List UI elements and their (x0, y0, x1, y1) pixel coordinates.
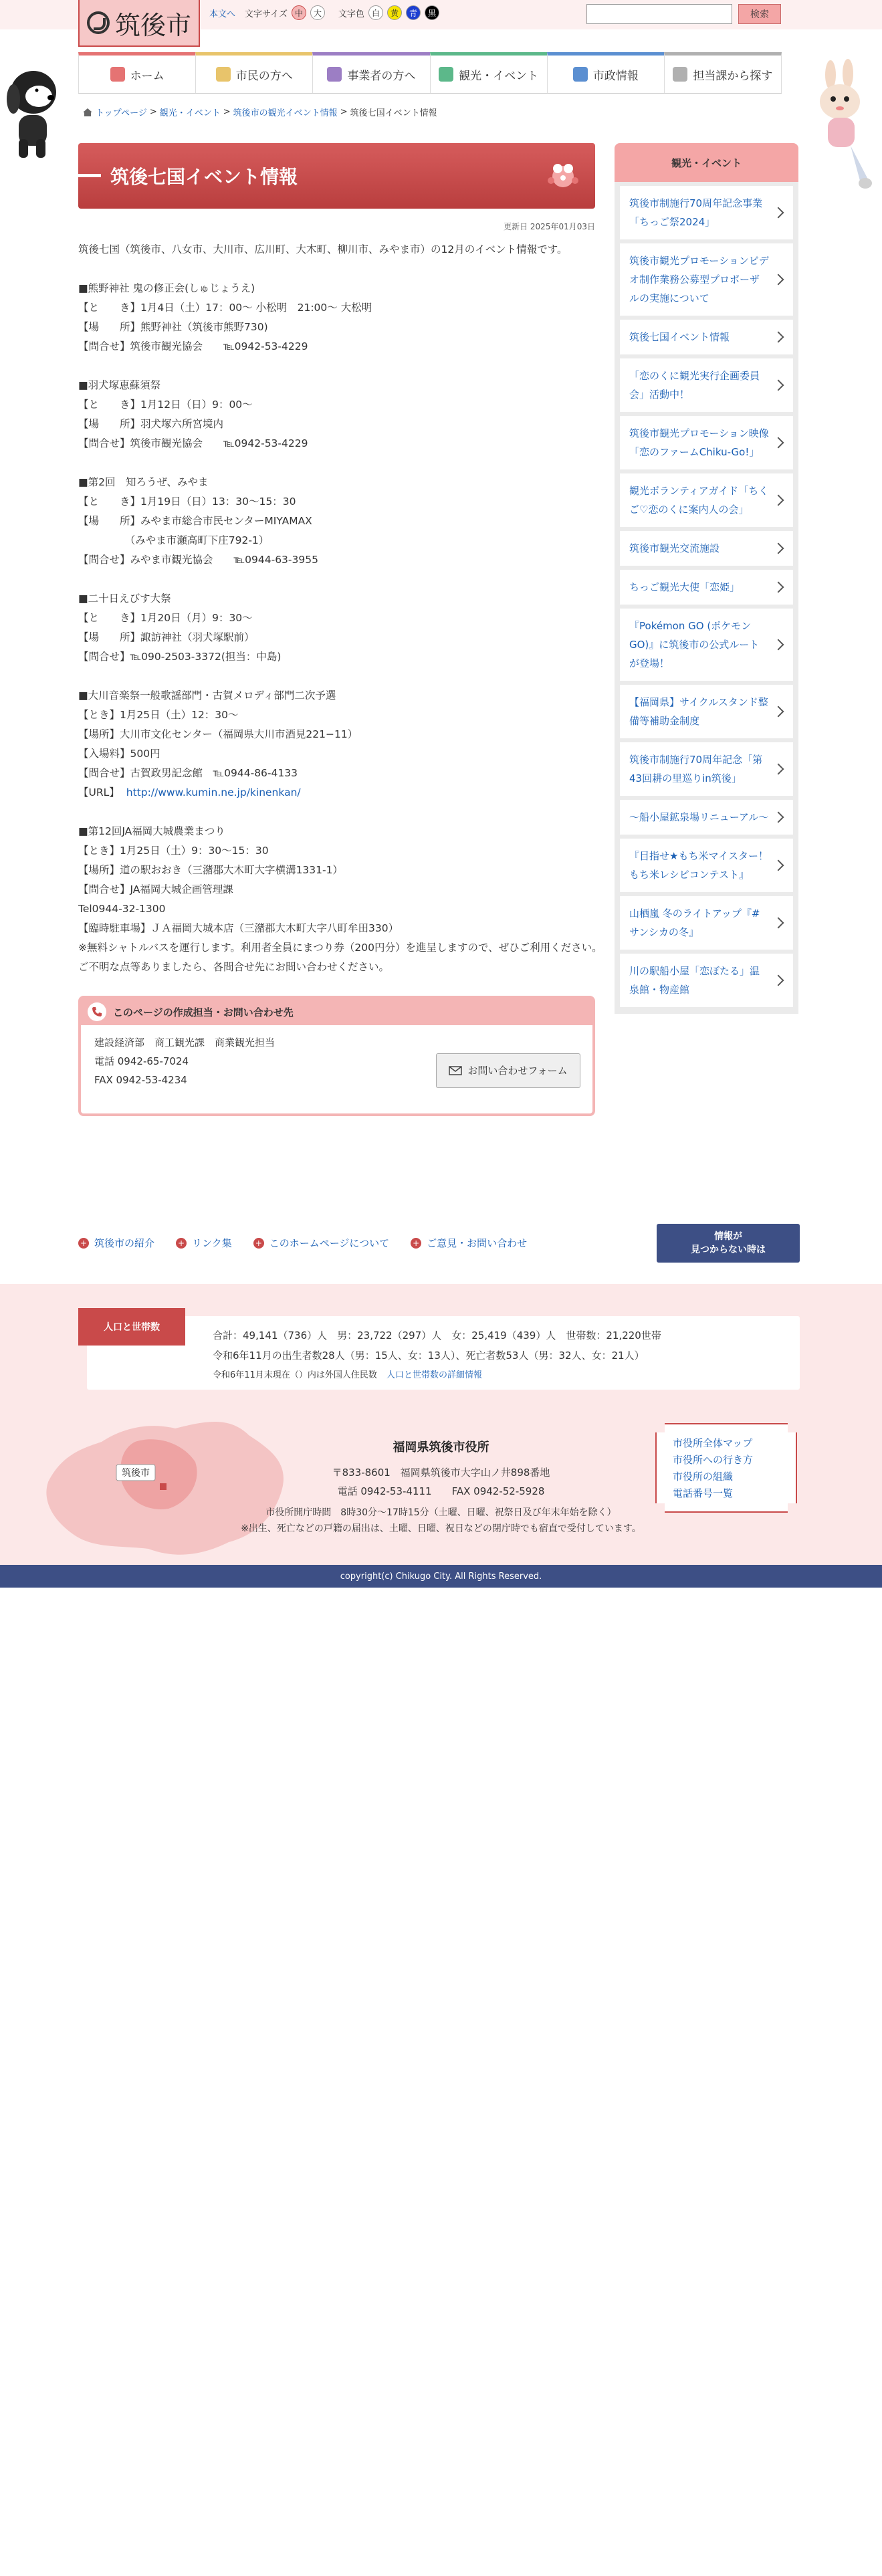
plus-circle-icon: + (176, 1238, 187, 1249)
sidebar (615, 143, 798, 1014)
article-line-text: 【場所】道の駅おおき（三潴郡大木町大字横溝1331-1） (78, 864, 343, 876)
contact-department: 建設経済部 商工観光課 商業観光担当 (94, 1037, 275, 1049)
article-line (78, 802, 595, 822)
article-line (78, 667, 595, 686)
info-not-found-line1: 情報が (714, 1231, 742, 1242)
article-line-text: 【場 所】熊野神社（筑後市熊野730) (78, 321, 268, 333)
nav-icon (439, 67, 453, 82)
article-line (78, 744, 595, 764)
population-births-deaths: 令和6年11月の出生者数28人（男：15人、女：13人）、死亡者数53人（男：32人、女：21人） (213, 1350, 645, 1362)
article-line-text: 【問合せ】℡090-2503-3372(担当：中島) (78, 651, 282, 663)
site-logo[interactable] (78, 0, 200, 47)
nav-item-4[interactable] (547, 52, 664, 93)
breadcrumb-separator: > (149, 107, 157, 117)
external-url-link[interactable]: http://www.kumin.ne.jp/kinenkan/ (126, 786, 301, 798)
article-line-text: ■大川音楽祭一般歌謡部門・古賀メロディ部門二次予選 (78, 689, 336, 702)
nav-item-label: 市民の方へ (235, 69, 293, 83)
phone-icon (88, 1002, 106, 1021)
article-line-text: 【入場料】500円 (78, 748, 160, 760)
contact-form-label: お問い合わせフォーム (467, 1065, 568, 1077)
nav-item-3[interactable] (430, 52, 547, 93)
article-line-text: ■羽犬塚恵蘇須祭 (78, 379, 161, 391)
article-line (78, 453, 595, 473)
article-line-text: 【場所】大川市文化センター（福岡県大川市酒見221−11） (78, 728, 358, 740)
sidebar-item[interactable]: 筑後市観光プロモーション映像「恋のファームChiku-Go!」 (620, 416, 793, 469)
color-yellow-button[interactable]: 黄 (387, 5, 402, 20)
nav-icon (673, 67, 687, 82)
footer-link[interactable] (411, 1236, 527, 1250)
contact-form-button[interactable] (436, 1053, 580, 1088)
breadcrumb-link-tourism[interactable]: 観光・イベント (159, 108, 221, 118)
sidebar-item[interactable]: 『Pokémon GO (ポケモンGO)』に筑後市の公式ルートが登場！ (620, 609, 793, 681)
breadcrumb-link-events[interactable]: 筑後市の観光イベント情報 (233, 108, 338, 118)
color-white-button[interactable]: 白 (368, 5, 383, 20)
sidebar-item[interactable]: 観光ボランティアガイド「ちくご♡恋のくに案内人の会」 (620, 473, 793, 527)
office-hours-note: ※出生、死亡などの戸籍の届出は、土曜、日曜、祝日などの閉庁時でも宿直で受付しています。 (241, 1523, 641, 1534)
article-line (78, 415, 595, 434)
article-line (78, 356, 595, 376)
population-note: 令和6年11月末現在（）内は外国人住民数 (213, 1370, 377, 1380)
article-line (78, 531, 595, 550)
sidebar-item[interactable]: 『目指せ★もち米マイスター！もち米レシピコンテスト』 (620, 839, 793, 892)
article-line (78, 376, 595, 395)
sidebar-list (620, 186, 793, 1007)
nav-item-label: 事業者の方へ (347, 69, 416, 83)
article-line (78, 570, 595, 589)
article-line-text: 【とき】1月25日（土）12：30～ (78, 709, 239, 721)
nav-icon (110, 67, 125, 82)
article-line-text: 筑後七国（筑後市、八女市、大川市、広川町、大木町、柳川市、みやま市）の12月のイベント情報です。 (78, 243, 568, 255)
article-line (78, 240, 595, 259)
office-hours-line: 市役所開庁時間 8時30分～17時15分（土曜、日曜、祝祭日及び年末年始を除く） (265, 1507, 617, 1518)
article-line-text: 【問合せ】JA福岡大城企画管理課 (78, 883, 233, 895)
article-line-text: ■二十日えびす大祭 (78, 593, 171, 605)
nav-icon (216, 67, 231, 82)
contact-details (81, 1025, 592, 1113)
article-line (78, 492, 595, 512)
sidebar-item[interactable]: ちっご観光大使「恋姫」 (620, 570, 793, 605)
article-line-text: ■第12回JA福岡大城農業まつり (78, 825, 225, 837)
footer-nav-organization[interactable]: 市役所の組織 (673, 1471, 734, 1483)
article-line-text: 【URL】 (78, 786, 120, 798)
page-title: 筑後七国イベント情報 (110, 166, 298, 188)
nav-item-5[interactable] (664, 52, 782, 93)
sidebar-item[interactable]: 筑後市観光プロモーションビデオ制作業務公募型プロポーザルの実施について (620, 243, 793, 316)
population-note-line (213, 1366, 800, 1386)
font-size-large-button[interactable]: 大 (310, 5, 325, 20)
article-line (78, 958, 595, 977)
font-size-medium-button[interactable]: 中 (292, 5, 306, 20)
article-line (78, 938, 602, 958)
article-body (78, 240, 602, 977)
sidebar-item[interactable]: 筑後市制施行70周年記念「第43回耕の里巡りin筑後」 (620, 742, 793, 796)
article-line (78, 706, 595, 725)
article-line (78, 395, 595, 415)
plus-circle-icon: + (253, 1238, 264, 1249)
sidebar-item[interactable]: 【福岡県】サイクルスタンド整備等補助金制度 (620, 685, 793, 738)
article-line-text: 【臨時駐車場】ＪＡ福岡大城本店（三潴郡大木町大字八町牟田330） (78, 922, 399, 934)
article-line-text: Tel0944-32-1300 (78, 903, 166, 915)
article-line (78, 841, 595, 861)
population-box (87, 1316, 800, 1390)
article-line (78, 861, 595, 880)
logo-text: 筑後市 (114, 10, 191, 40)
article-line (78, 783, 595, 802)
article-line (78, 298, 595, 318)
sidebar-item[interactable]: 筑後市観光交流施設 (620, 531, 793, 566)
nav-item-label: 担当課から探す (693, 69, 773, 83)
search-button[interactable]: 検索 (738, 4, 781, 24)
article-line (78, 337, 595, 356)
article-line (78, 589, 595, 609)
breadcrumb-link-top[interactable]: トップページ (96, 108, 147, 118)
article-line (78, 628, 595, 647)
font-size-label: 文字サイズ (245, 9, 288, 19)
article-line (78, 919, 595, 938)
footer-area (0, 1284, 882, 1565)
article-line-text: 【場 所】羽犬塚六所宮境内 (78, 418, 224, 430)
article-line-text: 【問合せ】みやま市観光協会 ℡0944-63-3955 (78, 554, 318, 566)
sidebar-heading: 観光・イベント (615, 143, 798, 182)
article-line (78, 434, 595, 453)
footer-link[interactable] (176, 1236, 232, 1250)
footer-link-label: 筑後市の紹介 (94, 1237, 155, 1249)
article-line (78, 609, 595, 628)
nav-item-label: 観光・イベント (459, 69, 539, 83)
article-line (78, 473, 595, 492)
article-line-text: 【問合せ】筑後市観光協会 ℡0942-53-4229 (78, 340, 308, 352)
article-line (78, 647, 595, 667)
article-line-text: 【と き】1月19日（日）13：30～15：30 (78, 496, 296, 508)
tel-fax-line: 電話 0942-53-4111 FAX 0942-52-5928 (337, 1485, 545, 1497)
article-line (78, 899, 595, 919)
footer-link[interactable] (78, 1236, 154, 1250)
article-line (78, 259, 595, 279)
heart-mascot-icon (542, 160, 584, 193)
footer-nav-phone-list[interactable]: 電話番号一覧 (673, 1487, 734, 1499)
article-line-text: ■第2回 知ろうぜ、みやま (78, 476, 209, 488)
article-line (78, 550, 595, 570)
contact-phone: 電話 0942-65-7024 (94, 1055, 189, 1067)
nav-item-1[interactable] (195, 52, 312, 93)
mail-icon (449, 1066, 462, 1075)
breadcrumb (82, 106, 437, 118)
map-label: 筑後市 (122, 1468, 150, 1479)
article-line-text: 【場 所】みやま市総合市民センターMIYAMAX (78, 515, 312, 527)
nav-icon (573, 67, 588, 82)
article-line (78, 822, 595, 841)
breadcrumb-separator: > (340, 107, 348, 117)
mascot-rabbit-illustration (810, 59, 877, 193)
footer-link-label: このホームページについて (269, 1237, 390, 1249)
skip-to-content-link[interactable]: 本文へ (209, 9, 236, 19)
article-line (78, 880, 595, 899)
article-line-text: 【と き】1月20日（月）9：30～ (78, 612, 253, 624)
sidebar-item[interactable]: 「恋のくに観光実行企画委員会」活動中！ (620, 358, 793, 412)
footer-nav-box (655, 1423, 797, 1513)
article-line-text: ※無料シャトルバスを運行します。利用者全員にまつり券（200円分）を進呈しますので、ぜひご利用ください。 (78, 942, 602, 954)
address-line: 〒833-8601 福岡県筑後市大字山ノ井898番地 (332, 1467, 550, 1479)
city-office-name: 福岡県筑後市役所 (393, 1440, 489, 1455)
population-detail-link[interactable]: 人口と世帯数の詳細情報 (386, 1370, 482, 1380)
sidebar-item[interactable]: 川の駅船小屋「恋ぼたる」温泉館・物産館 (620, 954, 793, 1007)
article-line-text: 【問合せ】古賀政男記念館 ℡0944-86-4133 (78, 767, 298, 779)
sidebar-item[interactable]: 筑後七国イベント情報 (620, 320, 793, 354)
utility-bar (209, 5, 439, 20)
nav-item-label: ホーム (130, 69, 164, 83)
sidebar-item[interactable]: 筑後市制施行70周年記念事業「ちっご祭2024」 (620, 186, 793, 239)
breadcrumb-separator: > (223, 107, 231, 117)
plus-circle-icon: + (411, 1238, 421, 1249)
article-line (78, 279, 595, 298)
nav-item-label: 市政情報 (592, 69, 639, 83)
article-line-text: （みやま市瀬高町下庄792-1） (78, 534, 269, 546)
article-line-text: 【問合せ】筑後市観光協会 ℡0942-53-4229 (78, 437, 308, 449)
footer-nav-office-map[interactable]: 市役所全体マップ (673, 1437, 753, 1449)
nav-item-0[interactable] (78, 52, 195, 93)
population-totals: 合計：49,141（736）人 男：23,722（297）人 女：25,419（439）人 世帯数：21,220世帯 (213, 1329, 661, 1341)
breadcrumb-current: 筑後七国イベント情報 (350, 108, 437, 118)
nav-icon (327, 67, 342, 82)
article-line-text: 【とき】1月25日（土）9：30～15：30 (78, 845, 269, 857)
article-line-text: ご不明な点等ありましたら、各問合せ先にお問い合わせください。 (78, 961, 390, 973)
global-nav (78, 52, 782, 94)
article-line (78, 512, 595, 531)
article-line (78, 686, 595, 706)
nav-item-2[interactable] (312, 52, 429, 93)
article-line-text: 【と き】1月4日（土）17：00～ 小松明 21:00～ 大松明 (78, 302, 372, 314)
contact-heading-bar (81, 998, 592, 1025)
article-line (78, 764, 595, 783)
article-line (78, 318, 595, 337)
search-input[interactable] (586, 4, 732, 24)
main-content (78, 143, 602, 1116)
info-not-found-line2: 見つからない時は (691, 1245, 766, 1255)
contact-heading: このページの作成担当・お問い合わせ先 (113, 1006, 294, 1018)
sidebar-item[interactable]: 山栖嵐 冬のライトアップ『#サンシカの冬』 (620, 896, 793, 950)
sidebar-item[interactable]: ～船小屋鉱泉場リニューアル～ (620, 800, 793, 835)
plus-circle-icon: + (78, 1238, 89, 1249)
home-icon (82, 108, 93, 117)
contact-fax: FAX 0942-53-4234 (94, 1074, 187, 1086)
article-line-text: ■熊野神社 鬼の修正会(しゅじょうえ) (78, 282, 255, 294)
info-not-found-button[interactable] (657, 1224, 800, 1263)
article-line-text: 【場 所】諏訪神社（羽犬塚駅前） (78, 631, 255, 643)
text-color-label: 文字色 (338, 9, 364, 19)
page-title-banner (78, 143, 595, 209)
footer-nav-directions[interactable]: 市役所への行き方 (673, 1454, 754, 1466)
contact-box (78, 996, 595, 1116)
footer-link-label: ご意見・お問い合わせ (427, 1237, 528, 1249)
city-emblem-icon (87, 11, 110, 34)
footer-link-label: リンク集 (192, 1237, 232, 1249)
population-badge: 人口と世帯数 (78, 1308, 185, 1346)
article-line (78, 725, 595, 744)
article-line-text: 【と き】1月12日（日）9：00～ (78, 399, 253, 411)
copyright: copyright(c) Chikugo City. All Rights Reserved. (0, 1565, 882, 1588)
footer-link[interactable] (253, 1236, 389, 1250)
updated-date: 更新日 2025年01月03日 (504, 222, 595, 231)
color-blue-button[interactable]: 青 (406, 5, 421, 20)
footer-links (78, 1236, 527, 1250)
mascot-dog-illustration (0, 59, 64, 166)
color-black-button[interactable]: 黒 (425, 5, 439, 20)
